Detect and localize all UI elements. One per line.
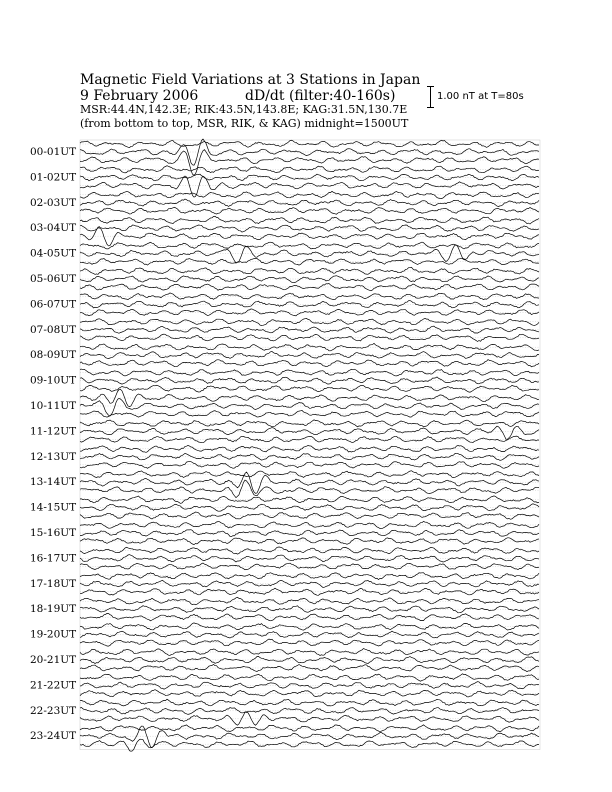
trace-rik — [80, 326, 539, 333]
trace-kag — [80, 318, 539, 325]
trace-rik — [80, 398, 539, 416]
hour-label: 03-04UT — [30, 222, 77, 235]
hour-label: 15-16UT — [30, 527, 77, 539]
hour-label: 02-03UT — [30, 196, 77, 209]
trace-kag — [80, 496, 539, 504]
scale-label: 1.00 nT at T=80s — [437, 91, 524, 102]
trace-kag — [80, 191, 539, 198]
hour-label: 20-21UT — [30, 654, 77, 666]
hour-label: 06-07UT — [30, 298, 77, 311]
hour-label: 16-17UT — [30, 552, 77, 565]
hour-label: 10-11UT — [30, 400, 77, 412]
trace-rik — [80, 276, 539, 283]
station-coordinates: MSR:44.4N,142.3E; RIK:43.5N,143.8E; KAG:31.5N,130.7E — [80, 103, 408, 116]
trace-kag — [80, 267, 539, 274]
chart-date: 9 February 2006 — [80, 88, 199, 104]
trace-rik — [80, 225, 539, 232]
trace-rik — [80, 708, 539, 715]
trace-kag — [80, 699, 539, 706]
hour-label: 09-10UT — [30, 374, 77, 387]
hour-label: 23-24UT — [30, 730, 77, 743]
trace-order-note: (from bottom to top, MSR, RIK, & KAG) midnight=1500UT — [80, 117, 409, 130]
hour-label: 08-09UT — [30, 349, 77, 362]
hour-label: 01-02UT — [30, 171, 77, 184]
trace-kag — [80, 547, 539, 554]
trace-msr — [80, 176, 539, 197]
trace-msr — [80, 639, 539, 646]
chart-title: Magnetic Field Variations at 3 Stations in Japan — [80, 72, 421, 88]
trace-kag — [80, 242, 539, 249]
hour-label: 14-15UT — [30, 501, 77, 514]
hour-label: 21-22UT — [30, 679, 77, 692]
trace-rik — [80, 352, 539, 359]
trace-kag — [80, 725, 539, 732]
trace-msr — [80, 360, 539, 367]
trace-msr — [80, 712, 539, 726]
hour-label: 13-14UT — [30, 476, 77, 489]
trace-msr — [80, 410, 539, 417]
trace-kag — [80, 674, 539, 681]
trace-rik — [80, 426, 539, 439]
trace-msr — [80, 480, 539, 498]
hour-label: 17-18UT — [30, 577, 77, 590]
hour-label: 22-23UT — [30, 704, 77, 717]
trace-kag — [80, 293, 539, 300]
hour-label: 19-20UT — [30, 628, 77, 641]
chart-parameter: dD/dt (filter:40-160s) — [245, 88, 396, 104]
trace-kag — [80, 597, 539, 604]
trace-msr — [80, 150, 539, 176]
trace-msr — [80, 207, 539, 214]
trace-rik — [80, 682, 539, 690]
hour-label: 18-19UT — [30, 603, 77, 616]
hour-label: 00-01UT — [30, 146, 77, 158]
hour-label: 11-12UT — [30, 425, 77, 438]
trace-msr — [80, 538, 539, 545]
trace-kag — [80, 471, 539, 478]
hour-label: 04-05UT — [30, 247, 77, 260]
trace-kag — [80, 140, 539, 147]
hour-label: 07-08UT — [30, 323, 77, 336]
hour-label: 05-06UT — [30, 273, 77, 285]
trace-kag — [80, 573, 539, 580]
hour-label: 12-13UT — [30, 450, 77, 463]
